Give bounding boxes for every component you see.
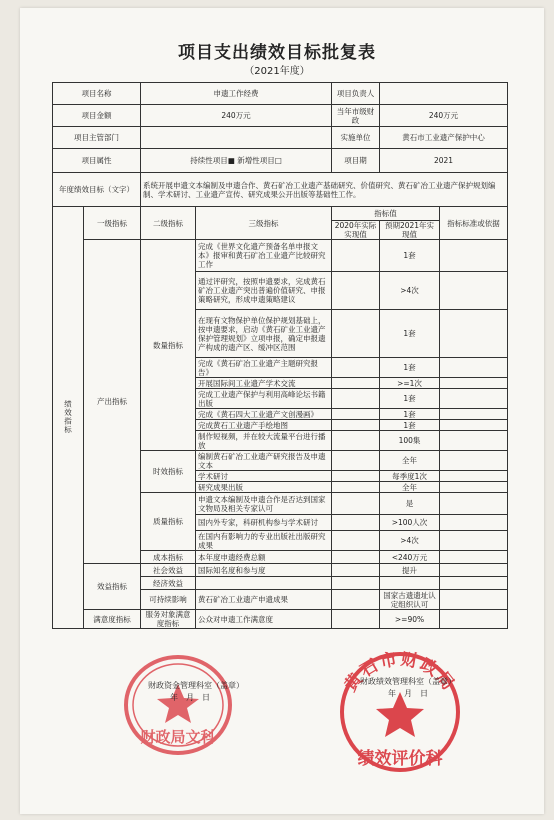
perf-label: 绩效指标	[63, 399, 73, 434]
amount-label: 项目金额	[53, 105, 141, 127]
level1-header: 一级指标	[84, 207, 141, 240]
left-signature-date: 年 月 日	[170, 693, 210, 702]
standard-value	[440, 389, 508, 409]
standard-value	[440, 471, 508, 482]
right-signature-label: 财政绩效管理科室（盖章）	[360, 677, 456, 686]
amount-value: 240万元	[141, 105, 332, 127]
right-stamp-bottom-text: 绩效评价科	[357, 749, 443, 769]
level3-header: 三级指标	[196, 207, 332, 240]
indicator-text: 本年度申遗经费总额	[196, 551, 332, 564]
actual-value	[332, 482, 380, 493]
table-row	[53, 564, 508, 577]
exec-label: 实施单位	[332, 127, 380, 149]
value-header: 指标值	[332, 207, 440, 221]
page-title: 项目支出绩效目标批复表	[178, 43, 376, 63]
owner-label: 项目负责人	[332, 83, 380, 105]
expected-value: 1套	[380, 420, 440, 431]
indicator-text: 研究成果出版	[196, 482, 332, 493]
social-label: 社会效益	[141, 564, 196, 577]
left-stamp-text: 财政局文科	[140, 728, 216, 746]
indicator-text: 通过评研究，按照申遗要求，完成黄石矿冶工业遗产突出普遍价值研究、申报策略研究，形成申遗策略建议	[196, 272, 332, 310]
indicator-text: 编制黄石矿冶工业遗产研究报告及申遗文本	[196, 451, 332, 471]
expected-header: 预期2021年实现值	[380, 221, 440, 240]
standard-value	[440, 515, 508, 531]
actual-value	[332, 564, 380, 577]
actual-value	[332, 531, 380, 551]
indicator-text: 制作短视频，并在较大流量平台进行播放	[196, 431, 332, 451]
info-row-dept	[53, 127, 508, 149]
standard-value	[440, 358, 508, 378]
actual-value	[332, 240, 380, 272]
actual-value	[332, 590, 380, 610]
actual-value	[332, 378, 380, 389]
indicator-text: 完成《黄石四大工业遗产文创漫画》	[196, 409, 332, 420]
expected-value: 1套	[380, 310, 440, 358]
quantity-label: 数量指标	[141, 240, 196, 451]
indicator-text: 学术研讨	[196, 471, 332, 482]
actual-value	[332, 389, 380, 409]
indicator-text: 完成黄石工业遗产手绘地图	[196, 420, 332, 431]
indicator-text: 完成《世界文化遗产预备名单申报文本》报审和黄石矿冶工业遗产比较研究工作	[196, 240, 332, 272]
actual-value	[332, 610, 380, 629]
expected-value: 1套	[380, 358, 440, 378]
actual-value	[332, 358, 380, 378]
economic-label: 经济效益	[141, 577, 196, 590]
standard-value	[440, 551, 508, 564]
cost-label: 成本指标	[141, 551, 196, 564]
actual-value	[332, 272, 380, 310]
expected-value	[380, 577, 440, 590]
actual-value	[332, 471, 380, 482]
indicator-text: 在现有文物保护单位保护规划基础上，按申遗要求，启动《黄石矿业工业遗产保护管理规划》立项申报，确定申报遗产构成的遗产区、缓冲区范围	[196, 310, 332, 358]
sustain-label: 可持续影响	[141, 590, 196, 610]
perf-cell	[53, 207, 84, 629]
expected-value: 全年	[380, 451, 440, 471]
indicator-text: 公众对申遗工作满意度	[196, 610, 332, 629]
indicator-text: 国际知名度和参与度	[196, 564, 332, 577]
actual-value	[332, 551, 380, 564]
timeliness-label: 时效指标	[141, 451, 196, 493]
info-row-attr	[53, 149, 508, 173]
table-row	[53, 610, 508, 629]
expected-value: 全年	[380, 482, 440, 493]
standard-value	[440, 482, 508, 493]
exec-value: 黄石市工业遗产保护中心	[380, 127, 508, 149]
indicator-text: 完成工业遗产保护与利用高峰论坛书籍出版	[196, 389, 332, 409]
info-row-amount	[53, 105, 508, 127]
standard-value	[440, 610, 508, 629]
expected-value: >100人次	[380, 515, 440, 531]
indicator-text: 国内外专家，科研机构参与学术研讨	[196, 515, 332, 531]
benefit-label: 效益指标	[84, 564, 141, 610]
goal-text: 系统开展申遗文本编制及申遗合作、黄石矿冶工业遗产基础研究、价值研究、黄石矿冶工业遗产保护规划编制、学术研讨、工业遗产宣传、研究成果公开出版等基础性工作。	[141, 173, 508, 207]
right-stamp-arc-text: 黄石市财政局	[340, 649, 460, 696]
expected-value: >4次	[380, 272, 440, 310]
actual-value	[332, 431, 380, 451]
goal-row	[53, 173, 508, 207]
actual-value	[332, 420, 380, 431]
dept-label: 项目主管部门	[53, 127, 141, 149]
left-signature-label: 财政资金管理科室（盖章）	[148, 681, 244, 690]
standard-value	[440, 531, 508, 551]
actual-value	[332, 515, 380, 531]
standard-value	[440, 564, 508, 577]
expected-value: 提升	[380, 564, 440, 577]
attr-value: 持续性项目■ 新增性项目□	[141, 149, 332, 173]
right-stamp	[325, 640, 475, 780]
actual-value	[332, 493, 380, 515]
output-label: 产出指标	[84, 240, 141, 564]
indicator-text: 黄石矿冶工业遗产申遗成果	[196, 590, 332, 610]
standard-header: 指标标准或依据	[440, 207, 508, 240]
expected-value: 是	[380, 493, 440, 515]
period-value: 2021	[380, 149, 508, 173]
indicator-text	[196, 577, 332, 590]
standard-value	[440, 310, 508, 358]
goal-label: 年度绩效目标（文字）	[53, 173, 141, 207]
standard-value	[440, 577, 508, 590]
fin-value: 240万元	[380, 105, 508, 127]
actual-value	[332, 409, 380, 420]
actual-value	[332, 577, 380, 590]
actual-value	[332, 451, 380, 471]
expected-value: 1套	[380, 389, 440, 409]
indicator-text: 在国内有影响力的专业出版社出版研究成果	[196, 531, 332, 551]
level2-header: 二级指标	[141, 207, 196, 240]
expected-value: 100集	[380, 431, 440, 451]
fin-label: 当年市级财政	[332, 105, 380, 127]
actual-header: 2020年实际实现值	[332, 221, 380, 240]
dept-value	[141, 127, 332, 149]
indicator-text: 申遗文本编制及申遗合作是否达到国家文物局及相关专家认可	[196, 493, 332, 515]
expected-value: 1套	[380, 240, 440, 272]
expected-value: <240万元	[380, 551, 440, 564]
standard-value	[440, 431, 508, 451]
standard-value	[440, 409, 508, 420]
indicator-text: 完成《黄石矿冶工业遗产主题研究报告》	[196, 358, 332, 378]
standard-value	[440, 451, 508, 471]
table-row	[53, 240, 508, 272]
actual-value	[332, 310, 380, 358]
info-row-name	[53, 83, 508, 105]
standard-value	[440, 240, 508, 272]
expected-value: 每季度1次	[380, 471, 440, 482]
period-label: 项目期	[332, 149, 380, 173]
owner-value	[380, 83, 508, 105]
standard-value	[440, 272, 508, 310]
standard-value	[440, 378, 508, 389]
expected-value: >=90%	[380, 610, 440, 629]
name-label: 项目名称	[53, 83, 141, 105]
service-label: 服务对象满意度指标	[141, 610, 196, 629]
standard-value	[440, 590, 508, 610]
quality-label: 质量指标	[141, 493, 196, 551]
page-subtitle: （2021年度）	[244, 66, 310, 77]
expected-value: >4次	[380, 531, 440, 551]
header-row-1	[53, 207, 508, 221]
expected-value: >=1次	[380, 378, 440, 389]
name-value: 申遗工作经费	[141, 83, 332, 105]
attr-label: 项目属性	[53, 149, 141, 173]
approval-table	[52, 82, 508, 629]
indicator-text: 开展国际间工业遗产学术交流	[196, 378, 332, 389]
right-signature-date: 年 月 日	[388, 689, 428, 698]
satisfaction-label: 满意度指标	[84, 610, 141, 629]
standard-value	[440, 420, 508, 431]
left-stamp	[118, 650, 238, 760]
standard-value	[440, 493, 508, 515]
expected-value: 1套	[380, 409, 440, 420]
expected-value: 国家古遗遗址认定组织认可	[380, 590, 440, 610]
